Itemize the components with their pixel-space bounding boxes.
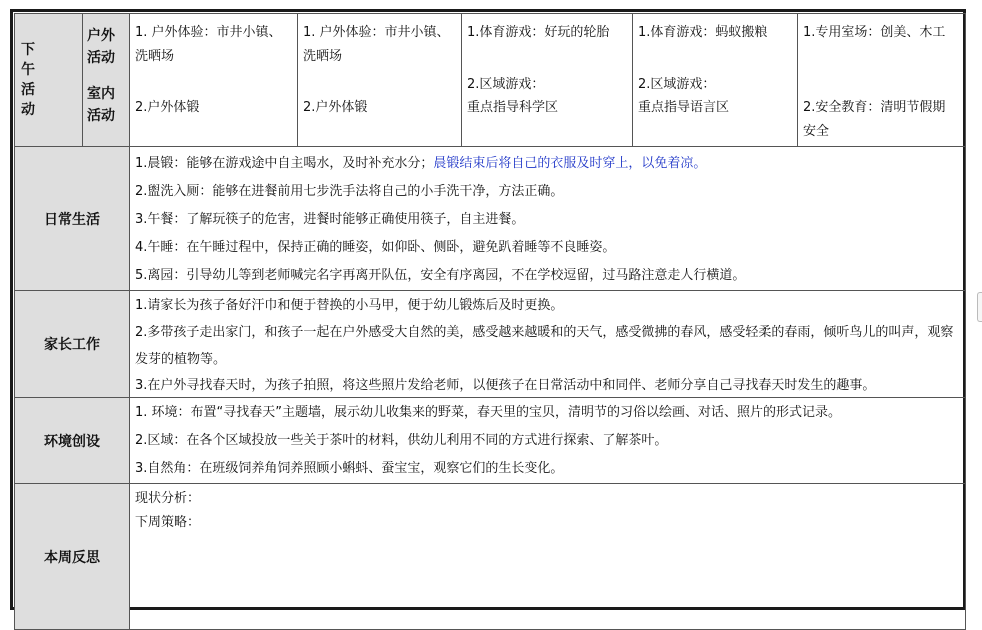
afternoon-label-cell: [15, 14, 83, 147]
parent-work-label: 家长工作: [15, 291, 130, 398]
afternoon-col-1: [130, 14, 298, 147]
daily-item: 4.午睡：在午睡过程中，保持正确的睡姿，如仰卧、侧卧，避免趴着睡等不良睡姿。: [135, 240, 616, 255]
text-line: 1.体育游戏：蚂蚁搬粮: [638, 25, 768, 40]
scrollbar-handle[interactable]: [977, 292, 982, 322]
text-line: 洗晒场: [303, 49, 343, 64]
next-week-strategy: 下周策略：: [135, 515, 201, 530]
environment-item: 1. 环境：布置“寻找春天”主题墙，展示幼儿收集来的野菜，春天里的宝贝，清明节的习俗以绘画、对话、照片的形式记录。: [135, 405, 842, 420]
current-analysis: 现状分析：: [135, 491, 201, 506]
daily-item: 5.离园：引导幼儿等到老师喊完名字再离开队伍，安全有序离园，不在学校逗留，过马路注意走人行横道。: [135, 268, 746, 283]
daily-item-highlight: 晨锻结束后将自己的衣服及时穿上，以免着凉。: [433, 156, 707, 171]
parent-item: 2.多带孩子走出家门，和孩子一起在户外感受大自然的美，感受越来越暖和的天气，感受微拂的春风，感受轻柔的春雨，倾听鸟儿的叫声，观察发芽的植物等。: [135, 325, 954, 367]
text-line: [638, 43, 793, 71]
activity-type-cell: [83, 14, 130, 147]
daily-life-label: 日常生活: [15, 147, 130, 291]
afternoon-col-4: [633, 14, 798, 147]
parent-item: 3.在户外寻找春天时，为孩子拍照，将这些照片发给老师，以便孩子在日常活动中和同伴、老师分享自己寻找春天时发生的趣事。: [135, 378, 876, 393]
text-line: 2.区域游戏：: [638, 77, 716, 92]
afternoon-col-3: [462, 14, 633, 147]
text-line: 安全: [803, 124, 830, 139]
environment-item: 2.区域：在各个区域投放一些关于茶叶的材料，供幼儿利用不同的方式进行探索、了解茶叶。: [135, 433, 668, 448]
daily-item: 2.盥洗入厕：能够在进餐前用七步洗手法将自己的小手洗干净，方法正确。: [135, 184, 564, 199]
afternoon-col-2: [298, 14, 462, 147]
environment-label: 环境创设: [15, 398, 130, 484]
afternoon-label: 下午活动: [21, 42, 35, 118]
outdoor-label: 户外活动: [87, 28, 115, 66]
parent-work-content: [130, 291, 966, 398]
afternoon-row: [15, 14, 966, 147]
text-line: 1.专用室场：创美、木工: [803, 25, 946, 40]
reflection-content: [130, 484, 966, 630]
text-line: 2.户外体锻: [135, 100, 200, 115]
parent-item: 1.请家长为孩子备好汗巾和便于替换的小马甲，便于幼儿锻炼后及时更换。: [135, 298, 564, 313]
text-line: 洗晒场: [135, 49, 175, 64]
daily-life-content: [130, 147, 966, 291]
environment-item: 3.自然角：在班级饲养角饲养照顾小蝌蚪、蚕宝宝，观察它们的生长变化。: [135, 461, 564, 476]
text-line: 1. 户外体验：市井小镇、: [135, 25, 282, 40]
afternoon-col-5: [798, 14, 966, 147]
text-line: 2.户外体锻: [303, 100, 368, 115]
text-line: [803, 43, 961, 71]
reflection-label: 本周反思: [15, 484, 130, 630]
daily-life-row: [15, 147, 966, 291]
text-line: 1.体育游戏：好玩的轮胎: [467, 25, 610, 40]
daily-item-text: 1.晨锻：能够在游戏途中自主喝水，及时补充水分；: [135, 156, 434, 171]
text-line: 重点指导科学区: [467, 100, 559, 115]
environment-content: [130, 398, 966, 484]
text-line: 2.区域游戏：: [467, 77, 545, 92]
environment-row: [15, 398, 966, 484]
daily-item: [135, 150, 961, 178]
text-line: 1. 户外体验：市井小镇、: [303, 25, 450, 40]
weekly-plan-table: [14, 13, 966, 630]
text-line: 2.安全教育：清明节假期: [803, 100, 946, 115]
reflection-row: [15, 484, 966, 630]
daily-item: 3.午餐：了解玩筷子的危害，进餐时能够正确使用筷子，自主进餐。: [135, 212, 525, 227]
text-line: [467, 43, 628, 71]
indoor-label: 室内活动: [87, 86, 115, 124]
parent-work-row: [15, 291, 966, 398]
text-line: 重点指导语言区: [638, 100, 730, 115]
